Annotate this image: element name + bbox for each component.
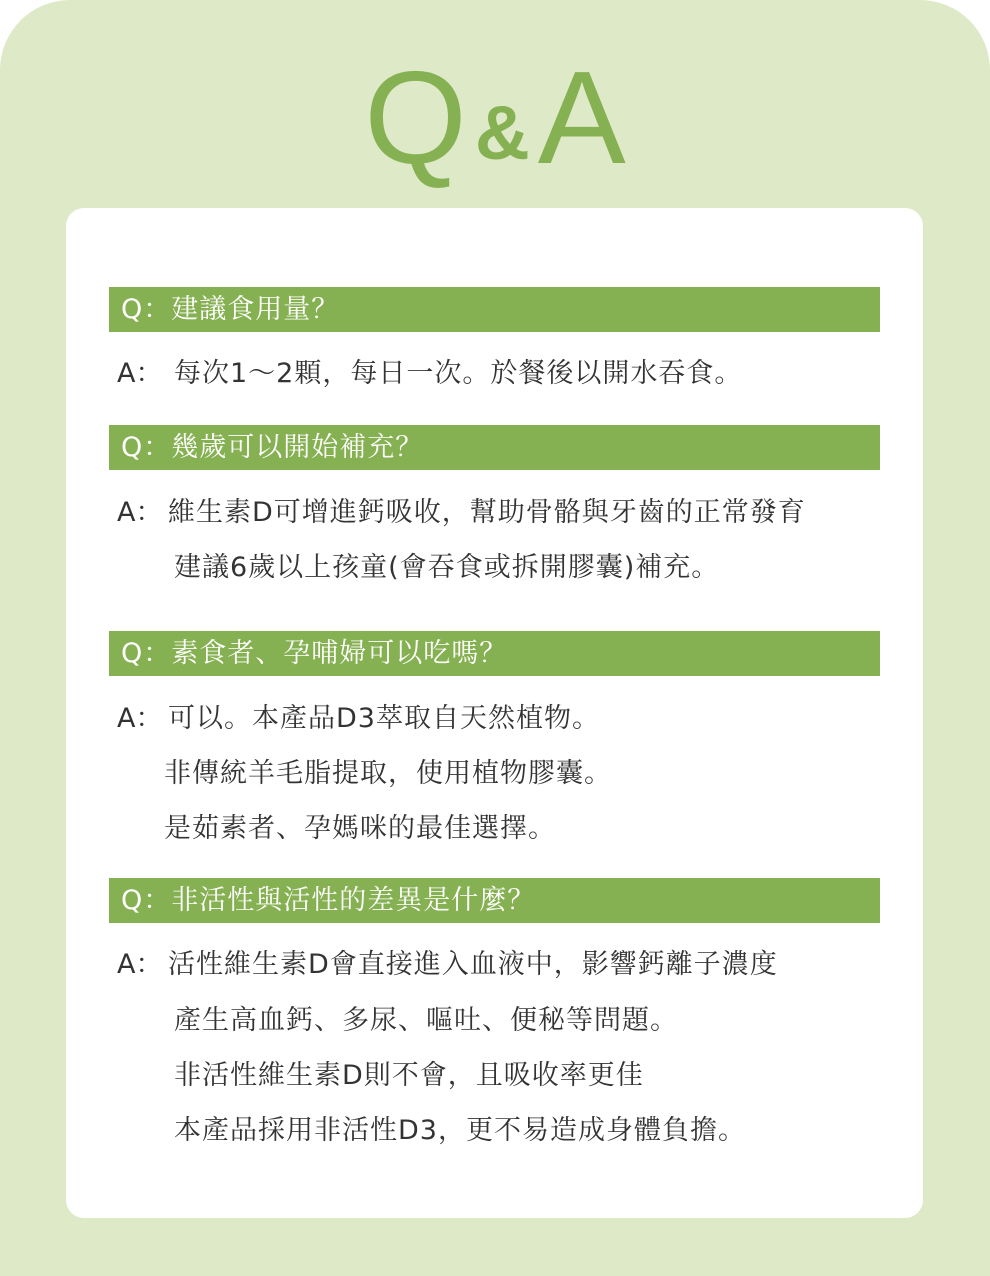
- question-bar: Q：非活性與活性的差異是什麼？: [109, 878, 880, 923]
- answer-line: 可以。本產品D3萃取自天然植物。: [168, 703, 600, 734]
- answer-prefix: A：: [117, 703, 163, 734]
- answer-line: 維生素D可增進鈣吸收，幫助骨骼與牙齒的正常發育: [168, 497, 806, 528]
- answer-line: 建議6歲以上孩童(會吞食或拆開膠囊)補充。: [174, 552, 720, 583]
- answer-line: 是茹素者、孕媽咪的最佳選擇。: [164, 813, 556, 844]
- question-bar: Q：建議食用量？: [109, 287, 880, 332]
- question-bar: Q：素食者、孕哺婦可以吃嗎？: [109, 631, 880, 676]
- answer-line: 非傳統羊毛脂提取，使用植物膠囊。: [164, 758, 612, 789]
- answer-line: 活性維生素D會直接進入血液中，影響鈣離子濃度: [168, 949, 778, 980]
- heading-a: A: [537, 44, 626, 191]
- answer-line: 非活性維生素D則不會，且吸收率更佳: [174, 1060, 644, 1091]
- answer-line: 每次1～2顆，每日一次。於餐後以開水吞食。: [174, 358, 743, 389]
- heading-ampersand: &: [474, 91, 530, 176]
- answer-prefix: A：: [117, 949, 163, 980]
- heading-q: Q: [364, 44, 467, 191]
- answer-line: 產生高血鈣、多尿、嘔吐、便秘等問題。: [174, 1005, 678, 1036]
- qa-heading: [0, 44, 990, 191]
- question-bar: Q：幾歲可以開始補充？: [109, 425, 880, 470]
- answer-prefix: A：: [117, 358, 163, 389]
- answer-prefix: A：: [117, 497, 163, 528]
- answer-line: 本產品採用非活性D3，更不易造成身體負擔。: [174, 1115, 746, 1146]
